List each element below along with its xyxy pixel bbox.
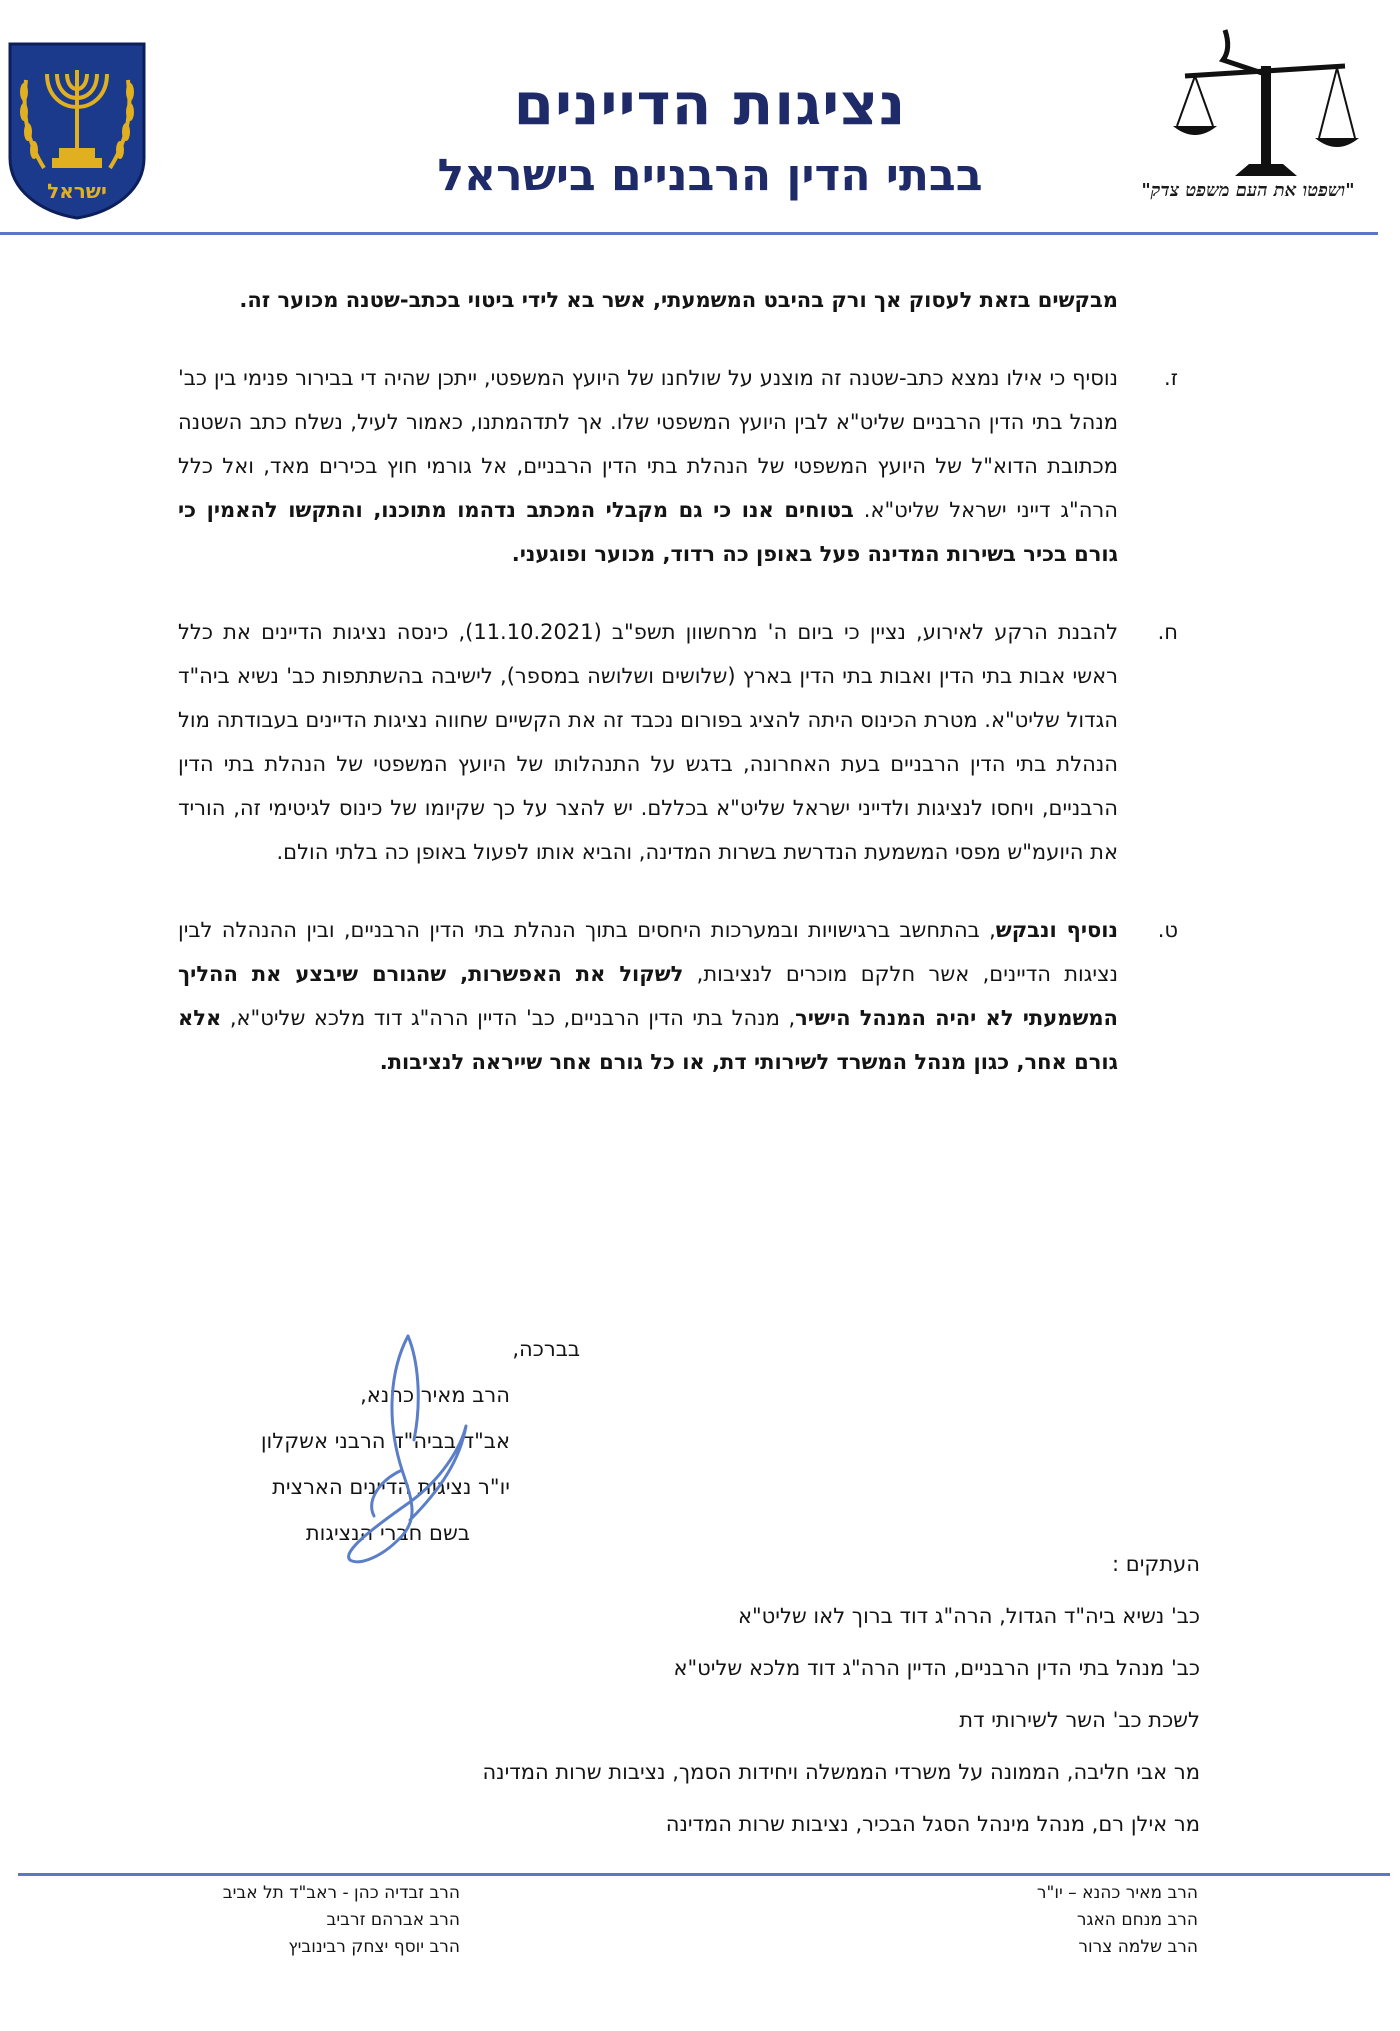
item-text: להבנת הרקע לאירוע, נציין כי ביום ה' מרחשוון תשפ"ב (11.10.2021), כינסה נציגות הדיינים את כלל ראשי אבות בתי הדין ואבות בתי הדין בארץ (שלושים ושלושה במספר), לישיבה בהשתתפות כב' נשיא ביה"ד הגדול שליט"א. מטרת הכינוס היתה להציג בפורום נכבד זה את הקשיים שחווה נציגות הדיינים בעבודתה מול הנהלת בתי הדין הרבניים בעת האחרונה, בדגש על התנהלותו של היועץ המשפטי של הנהלת בתי הדין הרבניים, ויחסו לנציגות ולדייני ישראל שליט"א בכללם. יש להצר על כך שקיומו של כינוס לגיטימי זה, הוריד את היועמ"ש מפסי המשמעת הנדרשת בשרות המדינה, והביא אותו לפעול באופן כה בלתי הולם. [178, 620, 1118, 864]
item-text-bold: לשקול את האפשרות, שהגורם שיבצע את ההליך המשמעתי לא יהיה המנהל הישיר [178, 962, 1118, 1030]
footer-divider [18, 1873, 1390, 1876]
footer-member: הרב זבדיה כהן - ראב"ד תל אביב [222, 1883, 460, 1903]
letter-body [178, 278, 1178, 1118]
item-text: , מנהל בתי הדין הרבניים, כב' הדיין הרה"ג דוד מלכא שליט"א, [221, 1006, 796, 1030]
list-item-zayin [178, 356, 1178, 576]
signer-name: הרב מאיר כהנא, [360, 1383, 510, 1407]
item-letter: ט. [1157, 918, 1178, 942]
signature-greeting: בברכה, [512, 1337, 580, 1361]
copies-item: כב' מנהל בתי הדין הרבניים, הדיין הרה"ג דוד מלכא שליט"א [673, 1656, 1200, 1680]
scales-of-justice-icon [1165, 26, 1365, 186]
copies-block [440, 1538, 1200, 1850]
footer-member: הרב שלמה צרור [1078, 1937, 1198, 1957]
footer-member: הרב מנחם האגר [1076, 1910, 1198, 1930]
copies-title: העתקים : [1112, 1552, 1200, 1576]
item-text: , בהתחשב ברגישויות ובמערכות היחסים בתוך הנהלת בתי הדין הרבניים, ובין ההנהלה לבין נציגות הדיינים, אשר חלקם מוכרים לנציבות, [178, 918, 1118, 986]
footer-member: הרב מאיר כהנא – יו"ר [1036, 1883, 1198, 1903]
item-text-bold: אלא גורם אחר, כגון מנהל המשרד לשירותי דת, או כל גורם אחר שייראה לנציבות. [178, 1006, 1118, 1074]
signer-role: בשם חברי הנציגות [305, 1521, 470, 1545]
handwritten-signature-icon [290, 1330, 520, 1570]
copies-item: מר אילן רם, מנהל מינהל הסגל הבכיר, נציבות שרות המדינה [665, 1812, 1200, 1836]
state-emblem-icon [4, 40, 150, 220]
signer-role: אב"ד בביה"ד הרבני אשקלון [260, 1429, 510, 1453]
item-letter: ח. [1157, 620, 1178, 644]
intro-paragraph: מבקשים בזאת לעסוק אך ורק בהיבט המשמעתי, אשר בא לידי ביטוי בכתב-שטנה מכוער זה. [239, 288, 1118, 312]
item-text-bold: נוסיף ונבקש [995, 918, 1118, 942]
footer-members-right [920, 1880, 1198, 1961]
list-item-het [178, 610, 1178, 874]
copies-item: מר אבי חליבה, הממונה על משרדי הממשלה ויחידות הסמך, נציבות שרות המדינה [482, 1760, 1200, 1784]
emblem-text: ישראל [47, 179, 107, 203]
footer-members-left [120, 1880, 460, 1961]
page-title: נציגות הדיינים [513, 70, 907, 138]
motto-text: "ושפטו את העם משפט צדק" [1141, 180, 1355, 201]
item-text-bold: בטוחים אנו כי גם מקבלי המכתב נדהמו מתוכנו, והתקשו להאמין כי גורם בכיר בשירות המדינה פעל באופן כה רדוד, מכוער ופוגעני. [178, 498, 1118, 566]
item-text: נוסיף כי אילו נמצא כתב-שטנה זה מוצנע על שולחנו של היועץ המשפטי, ייתכן שהיה די בבירור פנימי בין כב' מנהל בתי הדין הרבניים שליט"א לבין היועץ המשפטי שלו. אך לתדהמתנו, כאמור לעיל, נשלח כתב השטנה מכתובת הדוא"ל של היועץ המשפטי של הנהלת בתי הדין הרבניים, אל גורמי חוץ בכירים מאד, ואל כלל הרה"ג דייני ישראל שליט"א. [178, 366, 1118, 522]
item-letter: ז. [1164, 366, 1178, 390]
copies-item: לשכת כב' השר לשירותי דת [959, 1708, 1200, 1732]
footer-member: הרב יוסף יצחק רבינוביץ [288, 1937, 460, 1957]
footer-member: הרב אברהם זרביב [326, 1910, 460, 1930]
copies-item: כב' נשיא ביה"ד הגדול, הרה"ג דוד ברוך לאו שליט"א [737, 1604, 1200, 1628]
list-item-tet [178, 908, 1178, 1084]
page-subtitle: בבתי הדין הרבניים בישראל [437, 150, 983, 201]
signer-role: יו"ר נציגות הדיינים הארצית [272, 1475, 510, 1499]
header-divider [0, 232, 1378, 235]
